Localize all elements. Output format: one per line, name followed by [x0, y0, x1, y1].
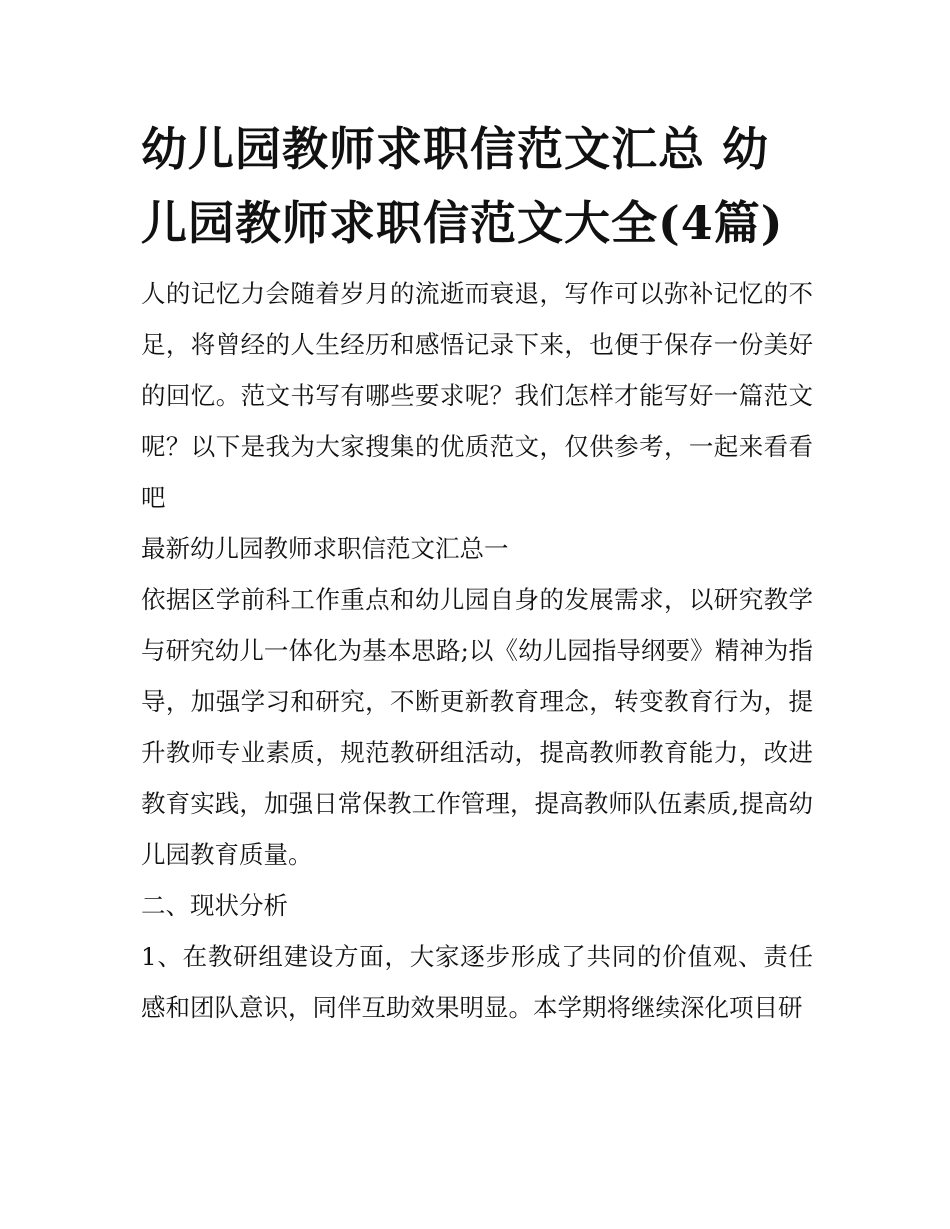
intro-paragraph: 人的记忆力会随着岁月的流逝而衰退，写作可以弥补记忆的不足，将曾经的人生经历和感悟记录下来，也便于保存一份美好的回忆。范文书写有哪些要求呢？我们怎样才能写好一篇范文呢？以下是我为大家搜集的优质范文，仅供参考，一起来看看吧 — [141, 279, 813, 512]
body-paragraph-2: 1、在教研组建设方面，大家逐步形成了共同的价值观、责任感和团队意识，同伴互助效果明显。本学期将继续深化项目研 — [141, 942, 813, 1022]
section-heading-1: 最新幼儿园教师求职信范文汇总一 — [141, 534, 509, 563]
document-title: 幼儿园教师求职信范文汇总 幼儿园教师求职信范文大全(4篇) — [141, 122, 784, 250]
document-page — [141, 112, 813, 1033]
section-heading-2: 二、现状分析 — [141, 891, 288, 920]
body-paragraph-1: 依据区学前科工作重点和幼儿园自身的发展需求，以研究教学与研究幼儿一体化为基本思路;以《幼儿园指导纲要》精神为指导，加强学习和研究，不断更新教育理念，转变教育行为，提升教师专业素质，规范教研组活动，提高教师教育能力，改进教育实践，加强日常保教工作管理，提高教师队伍素质,提高幼儿园教育质量。 — [141, 585, 813, 869]
